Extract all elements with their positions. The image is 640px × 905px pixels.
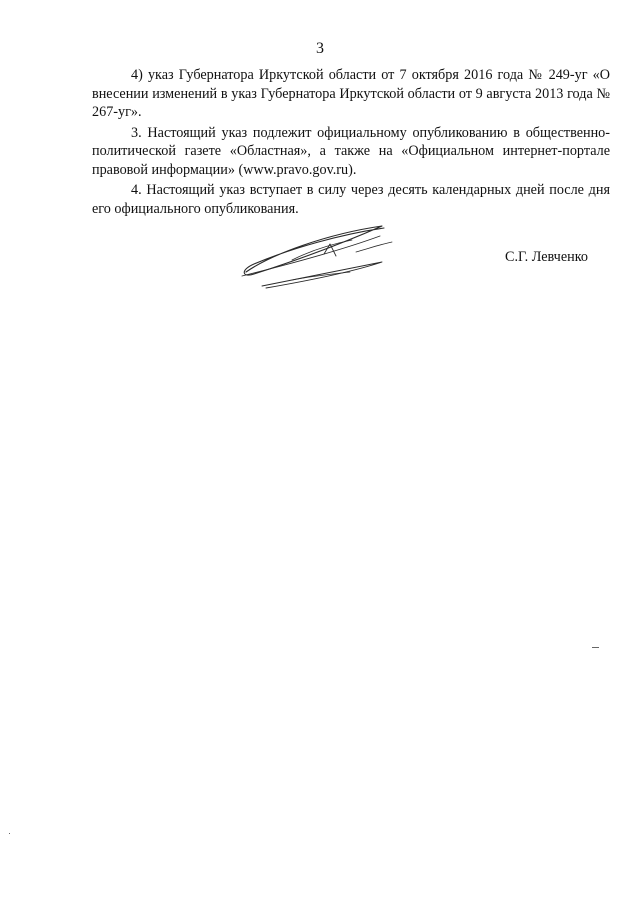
paragraph-entry-into-force: 4. Настоящий указ вступает в силу через десять календарных дней после дня его официального опубликования. bbox=[92, 182, 610, 217]
paragraph-decree-item-4: 4) указ Губернатора Иркутской области от 7 октября 2016 года № 249-уг «О внесении изменений в указ Губернатора Иркутской области от 9 августа 2013 года № 267-уг». bbox=[92, 67, 610, 120]
document-body bbox=[92, 66, 610, 220]
handwritten-signature bbox=[232, 214, 400, 294]
signer-name: С.Г. Левченко bbox=[505, 249, 588, 265]
page-number: 3 bbox=[316, 40, 324, 57]
stray-dot bbox=[9, 833, 10, 834]
stray-mark bbox=[592, 647, 599, 648]
paragraph-publication: 3. Настоящий указ подлежит официальному опубликованию в общественно-политической газете «Областная», а также на «Официальном интернет-портале правовой информации» (www.pravo.gov.ru). bbox=[92, 124, 610, 178]
